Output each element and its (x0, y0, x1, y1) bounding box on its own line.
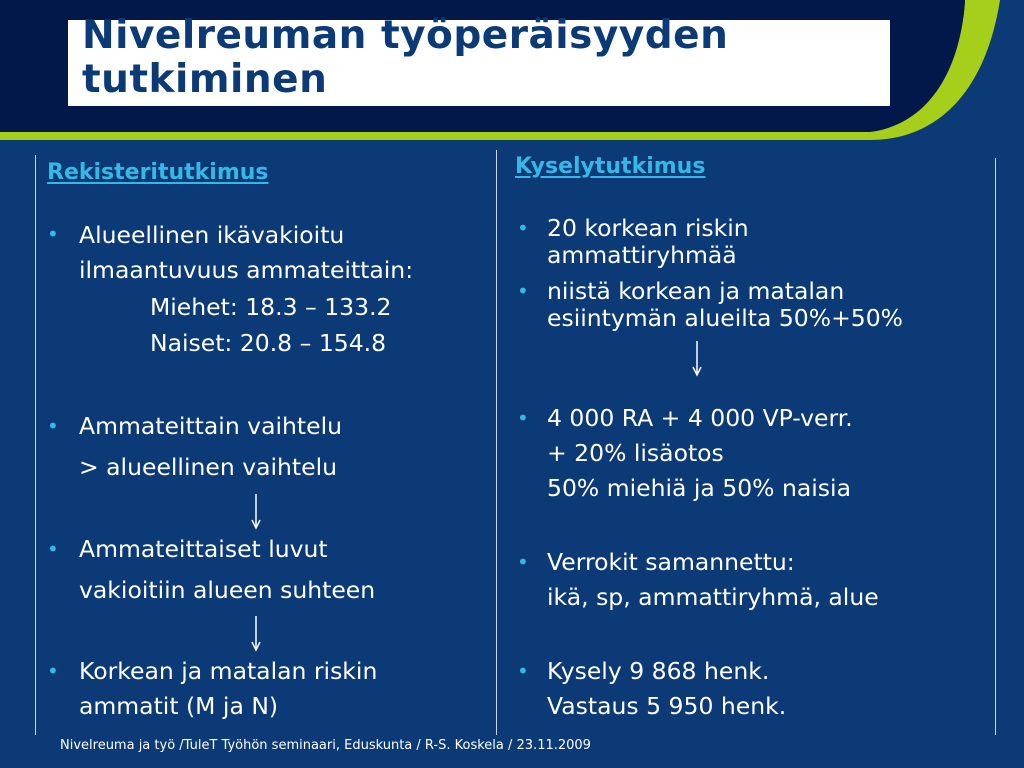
left-b4-line1: Korkean ja matalan riskin (79, 657, 378, 685)
right-b5-line2: Vastaus 5 950 henk. (547, 692, 787, 720)
right-b1-line1: 20 korkean riskin (547, 214, 749, 242)
right-b4-line1: Verrokit samannettu: (547, 548, 795, 576)
left-heading: Rekisteritutkimus (47, 160, 269, 185)
right-b5-line1: Kysely 9 868 henk. (547, 657, 770, 685)
bullet: • (517, 216, 529, 240)
left-b2-line2: > alueellinen vaihtelu (79, 453, 338, 481)
left-b4-line2: ammatit (M ja N) (79, 692, 279, 720)
right-b1-line2: ammattiryhmää (547, 241, 737, 269)
left-b3-line1: Ammateittaiset luvut (79, 535, 328, 563)
page-title (82, 14, 902, 102)
bullet: • (47, 414, 59, 438)
right-b2-line2: esiintymän alueilta 50%+50% (547, 304, 904, 332)
down-arrow-icon (250, 494, 262, 530)
bullet: • (517, 279, 529, 303)
right-b4-line2: ikä, sp, ammattiryhmä, alue (547, 583, 879, 611)
title-line-2: tutkiminen (82, 57, 328, 102)
bullet: • (47, 222, 59, 246)
bullet: • (47, 537, 59, 561)
down-arrow-icon (250, 616, 262, 652)
right-b3-line2: + 20% lisäotos (547, 439, 724, 467)
bullet: • (517, 550, 529, 574)
men-range: Miehet: 18.3 – 133.2 (150, 293, 392, 321)
right-b3-line3: 50% miehiä ja 50% naisia (547, 474, 851, 502)
bullet: • (517, 659, 529, 683)
left-divider (35, 155, 36, 735)
women-range: Naiset: 20.8 – 154.8 (150, 329, 387, 357)
left-b1-line1: Alueellinen ikävakioitu (79, 221, 345, 249)
left-b2-line1: Ammateittain vaihtelu (79, 412, 343, 440)
right-heading: Kyselytutkimus (515, 154, 706, 179)
footer-text: Nivelreuma ja työ /TuleT Työhön seminaari, Eduskunta / R-S. Koskela / 23.11.2009 (60, 738, 591, 753)
bullet: • (517, 406, 529, 430)
down-arrow-icon (691, 341, 703, 377)
left-b1-line2: ilmaantuvuus ammateittain: (79, 256, 414, 284)
right-divider (995, 158, 996, 735)
right-b2-line1: niistä korkean ja matalan (547, 277, 845, 305)
right-b3-line1: 4 000 RA + 4 000 VP-verr. (547, 404, 853, 432)
left-b3-line2: vakioitiin alueen suhteen (79, 576, 376, 604)
bullet: • (47, 659, 59, 683)
title-line-1: Nivelreuman työperäisyyden (82, 13, 729, 58)
center-divider (496, 150, 497, 735)
